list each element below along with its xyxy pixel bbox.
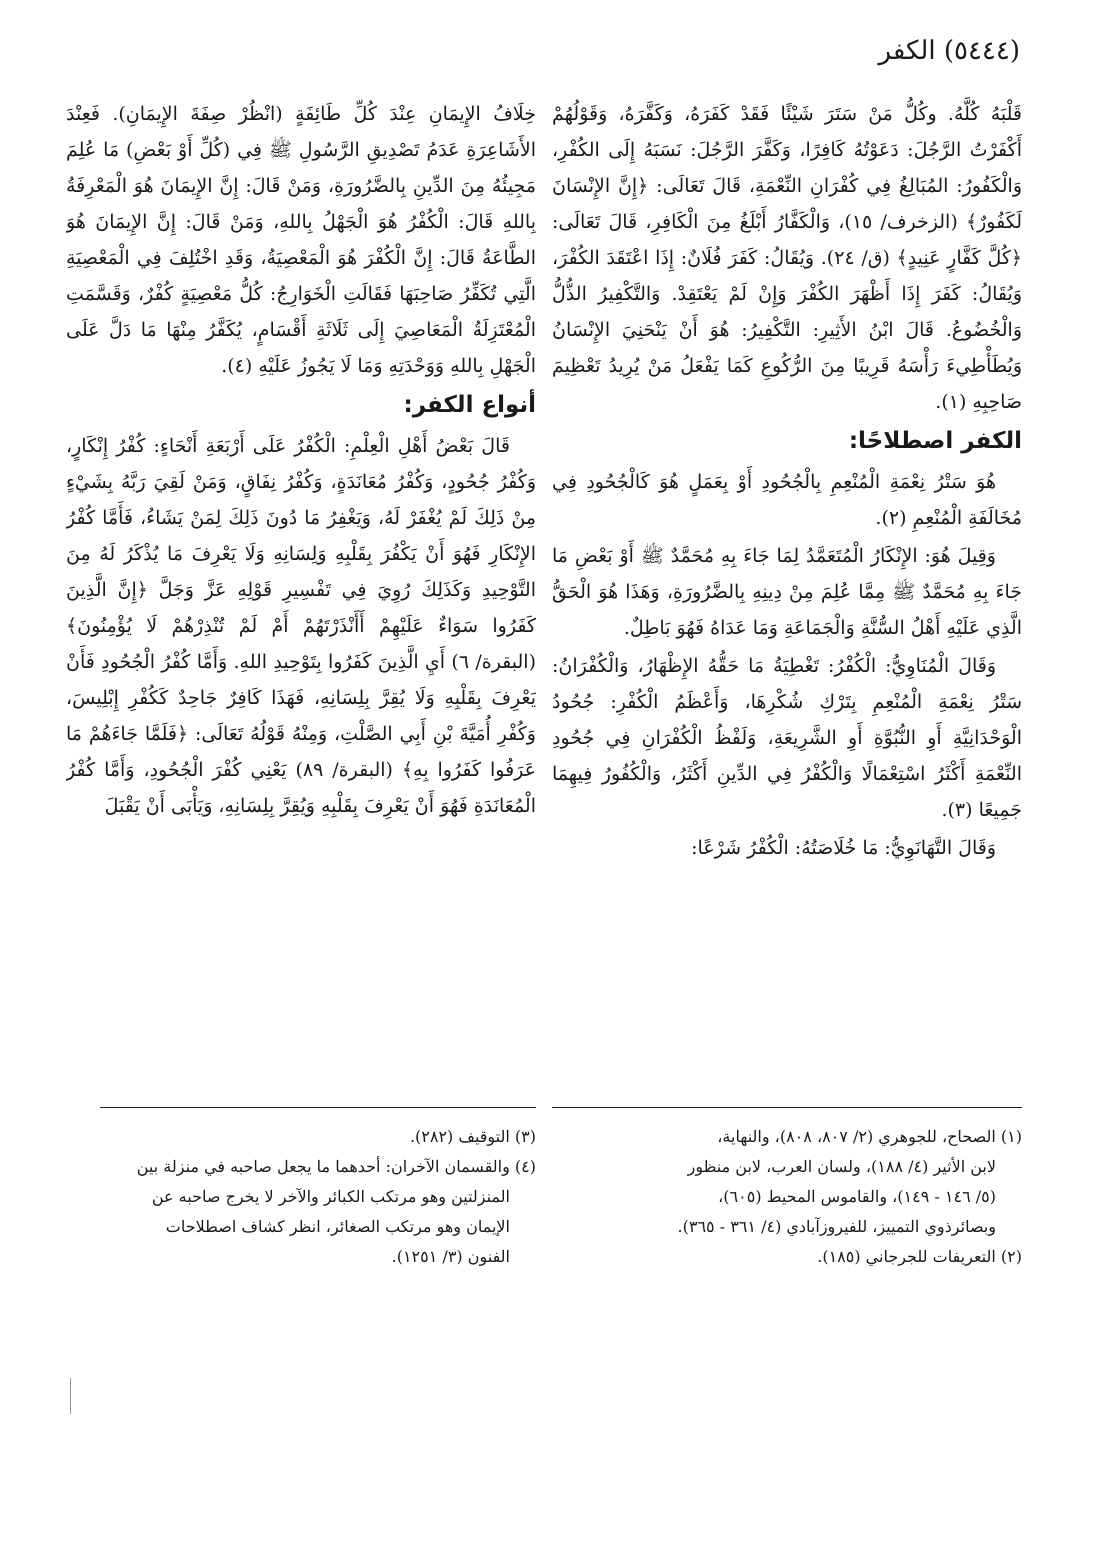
footnote: (٤) والقسمان الآخران: أحدهما ما يجعل صاحبه في منزلة بين [136, 1157, 536, 1176]
left-column [66, 96, 536, 1096]
footnotes-left [66, 1122, 536, 1272]
paragraph: قَالَ بَعْضُ أَهْلِ الْعِلْمِ: الْكُفْرُ عَلَى أَرْبَعَةِ أَنْحَاءٍ: كُفْرُ إِنْكَارٍ، وَكُفْرُ جُحُودٍ، وَكُفْرُ مُعَانَدَةٍ، وَكُفْرُ نِفَاقٍ، وَمَنْ لَقِيَ رَبَّهُ بِشَيْءٍ مِنْ ذَلِكَ لَمْ يُغْفَرْ لَهُ، وَيَغْفِرُ مَا دُونَ ذَلِكَ لِمَنْ يَشَاءُ، فَأَمَّا كُفْرُ الإِنْكَارِ فَهُوَ أَنْ يَكْفُرَ بِقَلْبِهِ وَلِسَانِهِ وَلَا يَعْرِفَ مَا يُذْكَرُ لَهُ مِنَ التَّوْحِيدِ وَكَذَلِكَ رُوِيَ فِي تَفْسِيرِ قَوْلِهِ عَزَّ وَجَلَّ ﴿إِنَّ الَّذِينَ كَفَرُوا سَوَاءٌ عَلَيْهِمْ أَأَنْذَرْتَهُمْ أَمْ لَمْ تُنْذِرْهُمْ لَا يُؤْمِنُونَ﴾ (البقرة/ ٦) أَيِ الَّذِينَ كَفَرُوا بِتَوْحِيدِ اللهِ. وَأَمَّا كُفْرُ الْجُحُودِ فَأَنْ يَعْرِفَ بِقَلْبِهِ وَلَا يُقِرَّ بِلِسَانِهِ، فَهَذَا كَافِرٌ جَاحِدٌ كَكُفْرِ إِبْلِيسَ، وَكُفْرِ أُمَيَّةَ بْنِ أَبِي الصَّلْتِ، وَمِنْهُ قَوْلُهُ تَعَالَى: ﴿فَلَمَّا جَاءَهُمْ مَا عَرَفُوا كَفَرُوا بِهِ﴾ (البقرة/ ٨٩) يَعْنِي كُفْرَ الْجُحُودِ، وَأَمَّا كُفْرُ الْمُعَانَدَةِ فَهُوَ أَنْ يَعْرِفَ بِقَلْبِهِ وَيُقِرَّ بِلِسَانِهِ، وَيَأْبَى أَنْ يَقْبَلَ [66, 435, 536, 817]
section-heading: أنواع الكفر: [403, 392, 536, 418]
running-title: الكفر [878, 36, 936, 66]
footnote-continuation: لابن الأثير (٤/ ١٨٨)، ولسان العرب، لابن منظور [687, 1157, 996, 1176]
paragraph: هُوَ سَتْرُ نِعْمَةِ الْمُنْعِمِ بِالْجُحُودِ أَوْ بِعَمَلٍ هُوَ كَالْجُحُودِ فِي مُخَالَفَةِ الْمُنْعِمِ (٢). [552, 471, 1022, 529]
section-heading: الكفر اصطلاحًا: [848, 428, 1022, 454]
paragraph: وَقَالَ التَّهَانَوِيُّ: مَا خُلَاصَتُهُ: الْكُفْرُ شَرْعًا: [691, 837, 996, 859]
footnotes-right [552, 1122, 1022, 1272]
footnote-continuation: (٥/ ١٤٦ - ١٤٩)، والقاموس المحيط (٦٠٥)، [718, 1187, 996, 1206]
footnote: (١) الصحاح، للجوهري (٢/ ٨٠٧، ٨٠٨)، والنهاية، [717, 1127, 1022, 1146]
paragraph: قَلْبَهُ كُلَّهُ. وكُلُّ مَنْ سَتَرَ شَيْئًا فَقَدْ كَفَرَهُ، وَكَفَّرَهُ، وَقَوْلُهُمْ أَكْفَرْتُ الرَّجُلَ: دَعَوْتُهُ كَافِرًا، وَكَفَّرَ الرَّجُلَ: نَسَبَهُ إِلَى الكُفْرِ، وَالْكَفُورُ: المُبَالِغُ فِي كُفْرَانِ النِّعْمَةِ، قَالَ تَعَالَى: ﴿إِنَّ الإِنْسَانَ لَكَفُورٌ﴾ (الزخرف/ ١٥)، وَالْكَفَّارُ أَبْلَغُ مِنَ الْكَافِرِ، قَالَ تَعَالَى: ﴿كُلَّ كَفَّارٍ عَنِيدٍ﴾ (ق/ ٢٤). وَيُقَالُ: كَفَرَ فُلَانٌ: إِذَا اعْتَقَدَ الكُفْرَ، وَيُقَالُ: كَفَرَ إِذَا أَظْهَرَ الكُفْرَ وَإِنْ لَمْ يَعْتَقِدْ. وَالتَّكْفِيرُ الذُّلُّ وَالْخُضُوعُ. قَالَ ابْنُ الأَثِيرِ: التَّكْفِيرُ: هُوَ أَنْ يَنْحَنِيَ الإِنْسَانُ وَيُطَأْطِيءَ رَأْسَهُ قَرِيبًا مِنَ الرُّكُوعِ كَمَا يَفْعَلُ مَنْ يُرِيدُ تَعْظِيمَ صَاحِبِهِ (١). [552, 103, 1022, 413]
right-column [552, 96, 1022, 1096]
footnote-continuation: وبصائرذوي التمييز، للفيروزآبادي (٤/ ٣٦١ - ٣٦٥). [677, 1217, 996, 1236]
scan-margin-mark [70, 1378, 71, 1414]
footnote-continuation: الإيمان وهو مرتكب الصغائر، انظر كشاف اصطلاحات [165, 1217, 510, 1236]
footnote-continuation: الفنون (٣/ ١٢٥١). [391, 1247, 510, 1266]
footnote: (٢) التعريفات للجرجاني (١٨٥). [817, 1247, 1022, 1266]
page-number: (٥٤٤٤) [943, 36, 1020, 66]
footnote-divider [100, 1107, 536, 1108]
footnote: (٣) التوقيف (٢٨٢). [409, 1127, 536, 1146]
paragraph: خِلَافُ الإِيمَانِ عِنْدَ كُلِّ طَائِفَةٍ (انْظُرْ صِفَةَ الإِيمَانِ). فَعِنْدَ الأَشَاعِرَةِ عَدَمُ تَصْدِيقِ الرَّسُولِ ﷺ فِي (كُلِّ أَوْ بَعْضِ) مَا عُلِمَ مَجِيئُهُ مِنَ الدِّينِ بِالضَّرُورَةِ، وَمَنْ قَالَ: إِنَّ الإِيمَانَ هُوَ الْمَعْرِفَةُ بِاللهِ قَالَ: الْكُفْرُ هُوَ الْجَهْلُ بِاللهِ، وَمَنْ قَالَ: إِنَّ الإِيمَانَ هُوَ الطَّاعَةُ قَالَ: إِنَّ الْكُفْرَ هُوَ الْمَعْصِيَةُ، وَقَدِ اخْتُلِفَ فِي الْمَعْصِيَةِ الَّتِي تُكَفِّرُ صَاحِبَهَا فَقَالَتِ الْخَوَارِجُ: كُلُّ مَعْصِيَةٍ كُفْرٌ، وَقَسَّمَتِ الْمُعْتَزِلَةُ الْمَعَاصِيَ إِلَى ثَلَاثَةِ أَقْسَامٍ، يُكَفَّرُ مِنْهَا مَا دَلَّ عَلَى الْجَهْلِ بِاللهِ وَوَحْدَتِهِ وَمَا لَا يَجُوزُ عَلَيْهِ (٤). [66, 103, 536, 377]
page-header [879, 34, 1020, 68]
paragraph: وَقِيلَ هُوَ: الإِنْكَارُ الْمُتَعَمَّدُ لِمَا جَاءَ بِهِ مُحَمَّدٌ ﷺ أَوْ بَعْضِ مَا جَاءَ بِهِ مُحَمَّدٌ ﷺ مِمَّا عُلِمَ مِنْ دِينِهِ بِالضَّرُورَةِ، وَهَذَا هُوَ الْحَقُّ الَّذِي عَلَيْهِ أَهْلُ السُّنَّةِ وَالْجَمَاعَةِ وَمَا عَدَاهُ فَهُوَ بَاطِلٌ. [552, 545, 1022, 639]
paragraph: وَقَالَ الْمُنَاوِيُّ: الْكُفْرُ: تَغْطِيَةُ مَا حَقُّهُ الإِظْهَارُ، وَالْكُفْرَانُ: سَتْرُ نِعْمَةِ الْمُنْعِمِ بِتَرْكِ شُكْرِهَا، وَأَعْظَمُ الْكُفْرِ: جُحُودُ الْوَحْدَانِيَّةِ أَوِ النُّبُوَّةِ أَوِ الشَّرِيعَةِ، وَلَفْظُ الْكُفْرَانِ فِي جُحُودِ النِّعْمَةِ أَكْثَرُ اسْتِعْمَالًا وَالْكُفْرُ فِي الدِّينِ أَكْثَرُ، وَالْكُفُورُ فِيهِمَا جَمِيعًا (٣). [552, 655, 1022, 821]
footnote-divider [552, 1107, 1022, 1108]
footnote-continuation: المنزلتين وهو مرتكب الكبائر والآخر لا يخرج صاحبه عن [151, 1187, 510, 1206]
